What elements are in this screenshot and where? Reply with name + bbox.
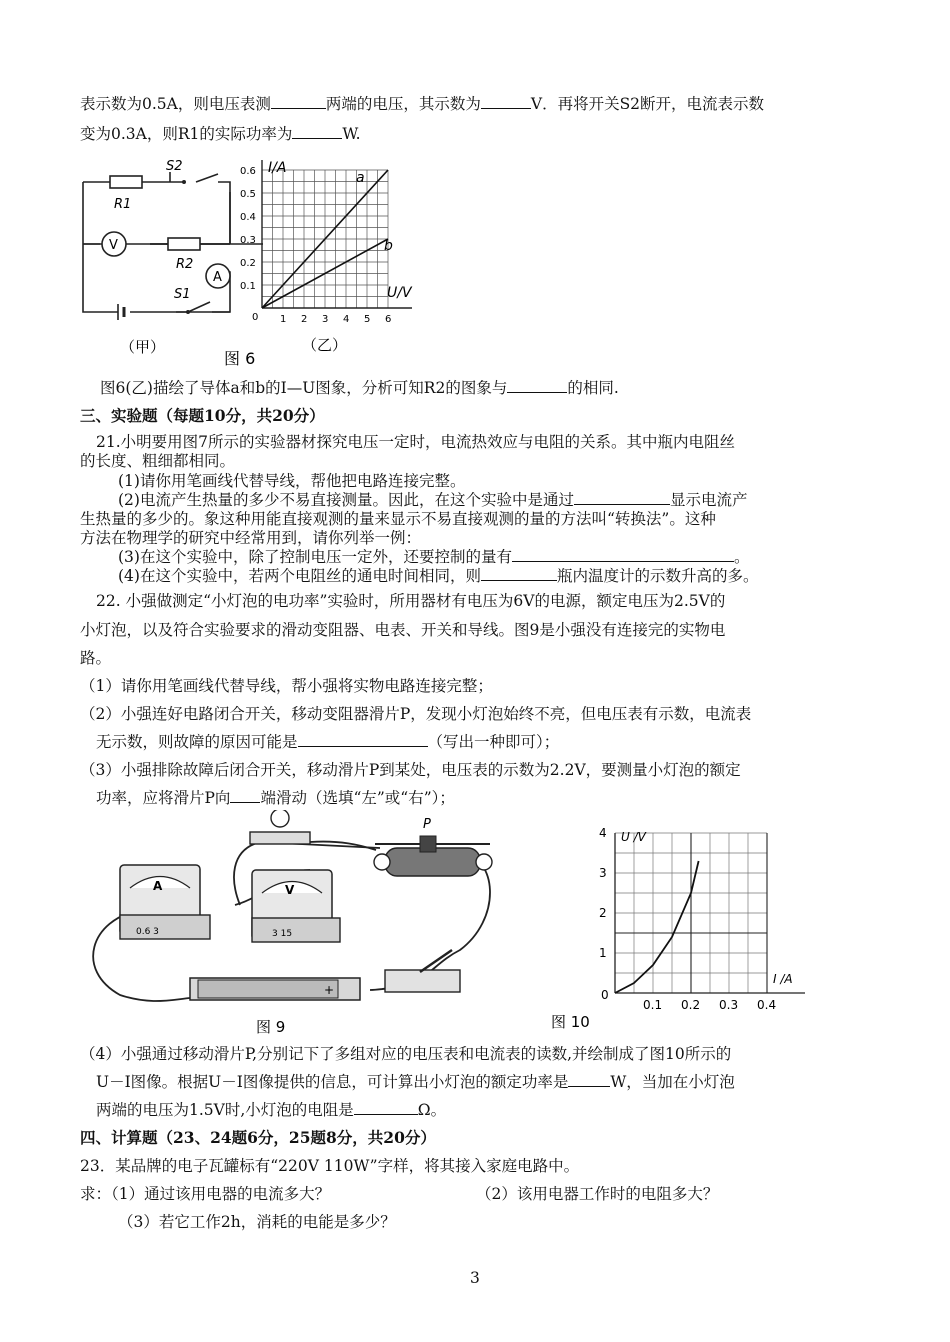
y-tick-label: 1 bbox=[599, 946, 607, 960]
figure-9-caption: 图 9 bbox=[256, 1018, 286, 1036]
q23-ask2: （2）该用电器工作时的电阻多大？ bbox=[476, 1185, 719, 1203]
ammeter-label: A bbox=[213, 270, 222, 285]
label-r1: R1 bbox=[114, 197, 132, 212]
x-tick-label: 1 bbox=[280, 314, 287, 325]
rheostat-slider[interactable] bbox=[420, 836, 436, 852]
x-tick-label: 0.3 bbox=[719, 998, 739, 1012]
q21-p1: (1)请你用笔画线代替导线，帮他把电路连接完整。 bbox=[118, 472, 466, 490]
q20-line1 bbox=[80, 94, 764, 114]
circuit-caption-jia: （甲） bbox=[120, 338, 166, 356]
x-tick-label: 5 bbox=[364, 314, 371, 325]
q20-text-4: 变为0.3A，则R1的实际功率为 bbox=[80, 125, 293, 143]
bulb-base bbox=[250, 832, 310, 844]
x-tick-label: 0.1 bbox=[643, 998, 663, 1012]
q20-text-3: V．再将开关S2断开，电流表示数 bbox=[530, 95, 765, 113]
y-tick-label: 0.1 bbox=[240, 281, 256, 292]
q22-line3: 路。 bbox=[80, 649, 112, 667]
knife-switch[interactable] bbox=[385, 970, 460, 992]
q22-p3-text-1: 功率，应将滑片P向 bbox=[96, 789, 231, 807]
series-a-label: a bbox=[356, 170, 365, 186]
answer-blank[interactable] bbox=[271, 94, 326, 109]
answer-blank[interactable] bbox=[574, 490, 670, 505]
resistor-r2 bbox=[168, 238, 200, 250]
q22-line2: 小灯泡，以及符合实验要求的滑动变阻器、电表、开关和导线。图9是小强没有连接完的实物电 bbox=[80, 621, 726, 639]
q21-p2-text-2: 显示电流产 bbox=[669, 491, 748, 509]
x-tick-label: 6 bbox=[385, 314, 392, 325]
q21-p2d: 方法在物理学的研究中经常用到，请你列举一例： bbox=[80, 529, 422, 547]
iu-graph bbox=[240, 160, 413, 354]
x-tick-label: 3 bbox=[322, 314, 329, 325]
y-tick-label: 0.2 bbox=[240, 258, 256, 269]
origin-label: 0 bbox=[252, 312, 259, 323]
q21-p3-text-2: 。 bbox=[733, 548, 750, 566]
q22-p4c bbox=[96, 1100, 446, 1120]
q21-p4-text-1: (4)在这个实验中，若两个电阻丝的通电时间相同，则 bbox=[118, 567, 481, 585]
q21-p2 bbox=[118, 490, 747, 510]
figure-9 bbox=[80, 810, 540, 1040]
x-tick-label: 2 bbox=[301, 314, 308, 325]
q22-p3a: （3）小强排除故障后闭合开关，移动滑片P到某处，电压表的示数为2.2V，要测量小灯泡的额定 bbox=[80, 761, 741, 779]
answer-blank[interactable] bbox=[507, 378, 567, 393]
light-bulb-icon bbox=[271, 810, 289, 827]
q21-p3 bbox=[118, 547, 749, 567]
page-number: 3 bbox=[470, 1269, 480, 1287]
q21-p2-text-1: (2)电流产生热量的多少不易直接测量。因此，在这个实验中是通过 bbox=[118, 491, 574, 509]
figure-10 bbox=[545, 815, 805, 1035]
q20-line2 bbox=[80, 124, 361, 144]
x-tick-label: 0.2 bbox=[681, 998, 701, 1012]
y-tick-label: 0.6 bbox=[240, 166, 256, 177]
section-4-heading: 四、计算题（23、24题6分，25题8分，共20分） bbox=[80, 1128, 436, 1147]
q22-p2-text-1: 无示数，则故障的原因可能是 bbox=[96, 733, 298, 751]
figure-caption: 图 6 bbox=[224, 349, 256, 368]
figure-10-caption: 图 10 bbox=[551, 1013, 590, 1031]
q21-p2c: 生热量的多少的。象这种用能直接观测的量来显示不易直接观测的量的方法叫“转换法”。这种 bbox=[80, 510, 716, 528]
y-tick-label: 2 bbox=[599, 906, 607, 920]
q22-p4b bbox=[96, 1072, 735, 1092]
x-tick-label: 0.4 bbox=[757, 998, 777, 1012]
q22-p2b bbox=[96, 732, 559, 752]
x-tick-label: 4 bbox=[343, 314, 350, 325]
switch-s2-contact bbox=[182, 180, 186, 184]
answer-blank[interactable] bbox=[568, 1072, 610, 1087]
voltmeter-face-label: V bbox=[285, 883, 295, 897]
voltmeter-label: V bbox=[109, 238, 118, 253]
graph-grid bbox=[615, 833, 767, 993]
y-axis-label: I/A bbox=[268, 160, 287, 176]
y-tick-label: 0.4 bbox=[240, 212, 256, 223]
figure-6 bbox=[78, 152, 418, 374]
ammeter-terminals: 0.6 3 bbox=[136, 927, 159, 937]
q22-p2a: （2）小强连好电路闭合开关，移动变阻器滑片P，发现小灯泡始终不亮，但电压表有示数，电流表 bbox=[80, 705, 752, 723]
q21-line2: 的长度、粗细都相同。 bbox=[80, 452, 236, 470]
label-s2: S2 bbox=[166, 159, 183, 174]
answer-blank[interactable] bbox=[230, 788, 260, 803]
q22-p1: （1）请你用笔画线代替导线，帮小强将实物电路连接完整； bbox=[80, 677, 493, 695]
q22-p4-text-3: 两端的电压为1.5V时,小灯泡的电阻是 bbox=[96, 1101, 354, 1119]
y-tick-label: 0.5 bbox=[240, 189, 256, 200]
q21-line1: 21.小明要用图7所示的实验器材探究电压一定时，电流热效应与电阻的关系。其中瓶内电阻丝 bbox=[96, 433, 736, 451]
fig6-text-1: 图6(乙)描绘了导体a和b的I—U图象，分析可知R2的图象与 bbox=[100, 379, 508, 397]
answer-blank[interactable] bbox=[298, 732, 428, 747]
q22-p4a: （4）小强通过移动滑片P,分别记下了多组对应的电压表和电流表的读数,并绘制成了图10所示的 bbox=[80, 1045, 732, 1063]
q21-p4-text-2: 瓶内温度计的示数升高的多。 bbox=[556, 567, 759, 585]
answer-blank[interactable] bbox=[481, 566, 557, 581]
q22-p3-text-2: 端滑动（选填“左”或“右”）； bbox=[260, 789, 455, 807]
graph-caption-yi: （乙） bbox=[302, 336, 348, 354]
q21-p4 bbox=[118, 566, 758, 586]
q23-ask3: （3）若它工作2h，消耗的电能是多少？ bbox=[118, 1213, 396, 1231]
q22-p4-text-4: Ω。 bbox=[417, 1101, 447, 1119]
answer-blank[interactable] bbox=[512, 547, 734, 562]
q20-text-2: 两端的电压，其示数为 bbox=[325, 95, 481, 113]
series-b-label: b bbox=[384, 238, 393, 254]
fig6-question bbox=[100, 378, 619, 398]
resistor-r1 bbox=[110, 176, 142, 188]
x-axis-label: I /A bbox=[773, 972, 793, 986]
q20-text-5: W. bbox=[342, 125, 361, 143]
q22-p2-text-2: （写出一种即可）； bbox=[427, 733, 560, 751]
section-3-heading: 三、实验题（每题10分，共20分） bbox=[80, 406, 325, 425]
y-tick-label: 3 bbox=[599, 866, 607, 880]
ammeter-face-label: A bbox=[153, 879, 163, 893]
answer-blank[interactable] bbox=[481, 94, 531, 109]
x-axis-label: U/V bbox=[387, 285, 412, 301]
q22-p3b bbox=[96, 788, 455, 808]
tick-labels bbox=[240, 166, 391, 325]
q23-ask1: 求：（1）通过该用电器的电流多大？ bbox=[80, 1185, 331, 1203]
answer-blank[interactable] bbox=[354, 1100, 418, 1115]
battery-plus: + bbox=[324, 983, 335, 997]
fig6-text-2: 的相同. bbox=[567, 379, 619, 397]
y-tick-label: 0.3 bbox=[240, 235, 256, 246]
q20-text-1: 表示数为0.5A，则电压表测 bbox=[80, 95, 271, 113]
q21-p3-text-1: (3)在这个实验中，除了控制电压一定外，还要控制的量有 bbox=[118, 548, 512, 566]
q22-p4-text-1: U－I图像。根据U－I图像提供的信息，可计算出小灯泡的额定功率是 bbox=[96, 1073, 569, 1091]
y-tick-label: 4 bbox=[599, 826, 607, 840]
switch-s1-contact bbox=[186, 310, 190, 314]
q22-p4-text-2: W，当加在小灯泡 bbox=[610, 1073, 735, 1091]
slider-label: P bbox=[423, 817, 431, 832]
q23-line1: 23．某品牌的电子瓦罐标有“220V 110W”字样，将其接入家庭电路中。 bbox=[80, 1157, 580, 1175]
label-r2: R2 bbox=[176, 257, 194, 272]
voltmeter-terminals: 3 15 bbox=[272, 929, 293, 939]
label-s1: S1 bbox=[174, 287, 191, 302]
q22-line1: 22. 小强做测定“小灯泡的电功率”实验时，所用器材有电压为6V的电源，额定电压为2.5V的 bbox=[96, 592, 726, 610]
tick-labels bbox=[599, 826, 776, 1012]
origin-label: 0 bbox=[601, 988, 609, 1002]
answer-blank[interactable] bbox=[292, 124, 342, 139]
y-axis-label: U /V bbox=[621, 830, 646, 844]
